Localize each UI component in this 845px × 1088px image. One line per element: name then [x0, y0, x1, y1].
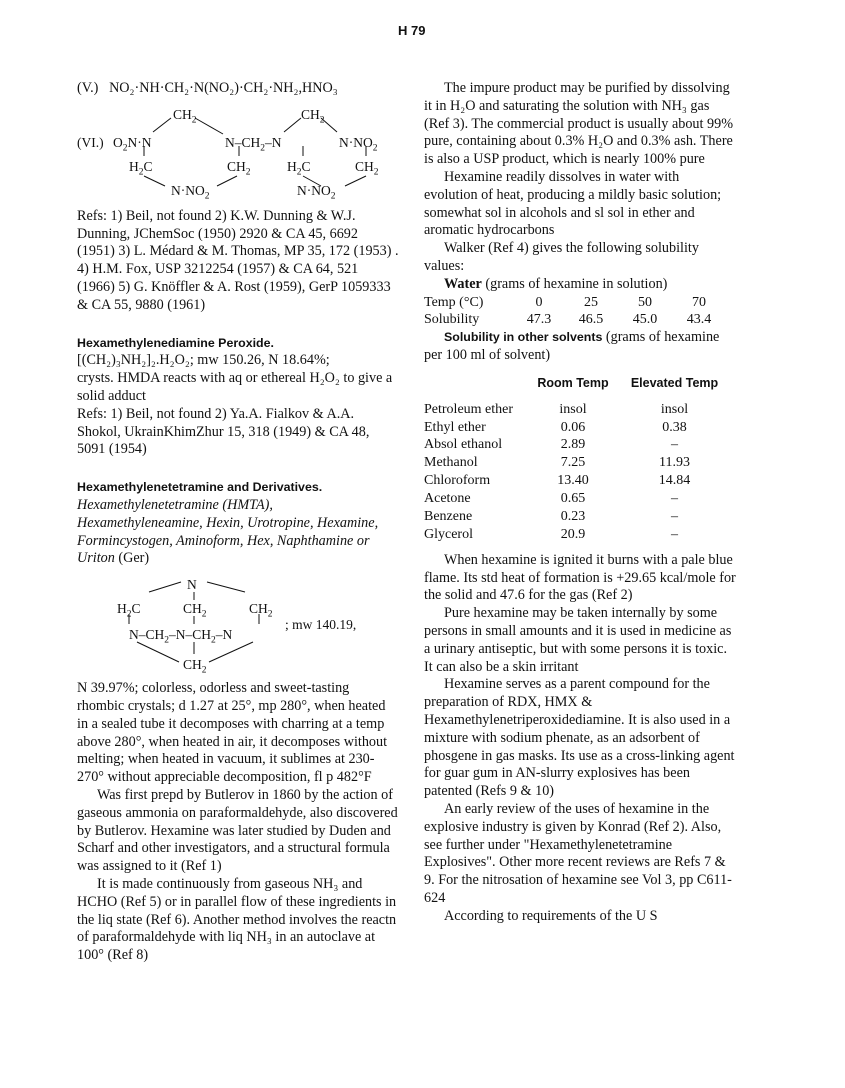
atom-ch2-b: $CH_2$ [301, 106, 325, 126]
table-row: Benzene 0.23 – [424, 509, 678, 525]
atom-ch2-right: $CH_2$ [249, 601, 273, 620]
atom-n-ch2-n: $N-CH_2-N$ [225, 134, 282, 154]
hmta-history: Was first prepd by Butlerov in 1860 by the action of gaseous ammonia on paraformaldehyde, also discovered by Butlerov. Hexamine was later studied by Duden and Scharf and other investigators, and a structural formula was assigned to it (Ref 1) [77, 786, 398, 875]
atom-ch2-d: $CH_2$ [355, 158, 379, 178]
col-room-temp: Room Temp [537, 375, 609, 390]
table-row: Ethyl ether 0.06 0.38 [424, 419, 687, 435]
water-solubility-table [424, 294, 726, 330]
purify-paragraph: The impure product may be purified by dissolving it in H₂O and saturating the solution with NH₃ gas (Ref 3). The commercial product is usually about 99% pure, containing about 0.3% H₂O and 0.3% ash. There is also a USP product, which is nearly 100% pure [424, 80, 734, 168]
solubility-label: Solubility [424, 312, 480, 328]
water-heading: Water (grams of hexamine in solution) [444, 275, 668, 292]
col-elevated-temp: Elevated Temp [630, 375, 719, 390]
table-row: Methanol 7.25 11.93 [424, 455, 690, 471]
atom-h2c: $H_2C$ [117, 601, 141, 620]
atom-nno2-a: $N\cdot NO_2$ [171, 182, 210, 202]
table-row: Absol ethanol 2.89 – [424, 437, 678, 453]
formula-vi-structure [77, 106, 399, 202]
table-row: Chloroform 13.40 14.84 [424, 473, 691, 489]
atom-ch2-c: $CH_2$ [227, 158, 251, 178]
table-row: Acetone 0.65 – [424, 491, 678, 507]
atom-n-ch2-n-ch2-n: $N-CH_2-N-CH_2-N$ [129, 627, 233, 646]
atom-ch2-mid: $CH_2$ [183, 601, 207, 620]
hmta-ger: (Ger) [118, 550, 150, 567]
peroxide-title: Hexamethylenediamine Peroxide. [77, 335, 274, 350]
atom-nno2-b: $N\cdot NO_2$ [297, 182, 336, 202]
atom-ch2-a: $CH_2$ [173, 106, 197, 126]
right-column [424, 80, 736, 926]
hmta-title: Hexamethylenetetramine and Derivatives. [77, 480, 323, 495]
other-solvents-heading: Solubility in other solvents (grams of hexamine per 100 ml of solvent) [424, 329, 720, 363]
refs-1: Refs: 1) Beil, not found 2) K.W. Dunning & W.J. Dunning, JChemSoc (1950) 2920 & CA 45, 6692 (1951) 3) L. Médard & M. Thomas, MP 35, 172 (1953) . 4) H.M. Fox, USP 3212254 (1957) & CA 64, 521 (1966) 5) G. Knöffler & A. Rost (1959), GerP 1059333 & CA 55, 9880 (1961) [77, 207, 399, 313]
formula-v-label: (V.) [77, 80, 99, 96]
formula-vi-label: (VI.) [77, 134, 104, 150]
temp-label: Temp (°C) [424, 294, 484, 310]
table-header-row [424, 375, 729, 393]
page-number: H 79 [398, 23, 426, 38]
atom-h2c-a: $H_2C$ [129, 158, 153, 178]
table-row: Glycerol 20.9 – [424, 526, 678, 542]
parent-paragraph: Hexamine serves as a parent compound for the preparation of RDX, HMX & Hexamethylenetriperoxidediamine. It is also used in a mixture with sodium phenate, as an adsorbent of phosgene in gas masks. Its use as a cross-linking agent for guar gum in AN-slurry explosives has been patented (Refs 9 & 10) [424, 676, 735, 800]
hmta-manufacture: It is made continuously from gaseous NH₃ and HCHO (Ref 5) or in parallel flow of these ingredients in the liq state (Ref 6). Another method involves the reactn of paraformaldehyde with liq NH₃ in an autoclave at 100° (Ref 8) [77, 875, 397, 964]
atom-nno2-right: $N\cdot NO_2$ [339, 134, 378, 154]
atom-o2nn: $O_2N\cdot N$ [113, 134, 152, 154]
refs-2: Refs: 1) Beil, not found 2) Ya.A. Fialkov & A.A. Shokol, UkrainKhimZhur 15, 318 (1949) & CA 48, 5091 (1954) [77, 405, 370, 458]
atom-h2c-b: $H_2C$ [287, 158, 311, 178]
peroxide-formula: [(CH₂)₃NH₂]₂.H₂O₂; mw 150.26, N 18.64%; [77, 352, 330, 369]
hmta-mw: ; mw 140.19, [285, 617, 357, 633]
formula-v [77, 80, 399, 98]
hmta-heading [77, 479, 399, 568]
table-row: Temp (°C) 0 25 50 70 [424, 294, 706, 310]
solvent-table [424, 375, 729, 544]
walker-paragraph: Walker (Ref 4) gives the following solubility values: [424, 240, 699, 274]
formula-v-text: NO₂·NH·CH₂·N(NO₂)·CH₂·NH₂,HNO₃ [109, 80, 338, 96]
ignited-paragraph: When hexamine is ignited it burns with a pale blue flame. Its std heat of formation is +29.65 kcal/mole for the solid and 47.6 for the gas (Ref 2) [424, 551, 736, 604]
peroxide-text: crysts. HMDA reacts with aq or ethereal H₂O₂ to give a solid adduct [77, 370, 393, 404]
hmta-synonyms: Hexamethylenetetramine (HMTA), Hexamethyleneamine, Hexin, Urotropine, Hexamine, Formincystogen, Aminoform, Hex, Naphthamine or Uriton [77, 496, 379, 567]
left-column [77, 80, 399, 965]
table-row: Petroleum ether insol insol [424, 401, 689, 417]
table-row: Solubility 47.3 46.5 45.0 43.4 [424, 312, 712, 328]
pure-paragraph: Pure hexamine may be taken internally by some persons in small amounts and it is used in medicine as a urinary antiseptic, but with some persons it is toxic. It can also be a skin irritant [424, 605, 732, 675]
review-paragraph: An early review of the uses of hexamine in the explosive industry is given by Konrad (Ref 2). Also, see further under "Hexamethylenetetramine Explosives". Other more recent reviews are Refs 7 & 9. For the nitrosation of hexamine see Vol 3, pp C611-624 [424, 800, 732, 906]
atom-n-top: N [187, 577, 197, 593]
atom-ch2-bottom: $CH_2$ [183, 657, 207, 676]
hmta-structure [77, 576, 399, 676]
dissolves-paragraph: Hexamine readily dissolves in water with evolution of heat, producing a mildly basic solution; somewhat sol in alcohols and sl sol in ether and aromatic hydrocarbons [424, 168, 722, 239]
hmta-description: N 39.97%; colorless, odorless and sweet-tasting rhombic crystals; d 1.27 at 25°, mp 280°, when heated in a sealed tube it decomposes with charring at a temp above 280°, when heated in air, it decomposes without melting; when heated in vacuum, it sublimes at 230-270° without appreciable decomposition, fl p 482°F [77, 680, 388, 786]
according-paragraph: According to requirements of the U S [444, 907, 658, 924]
